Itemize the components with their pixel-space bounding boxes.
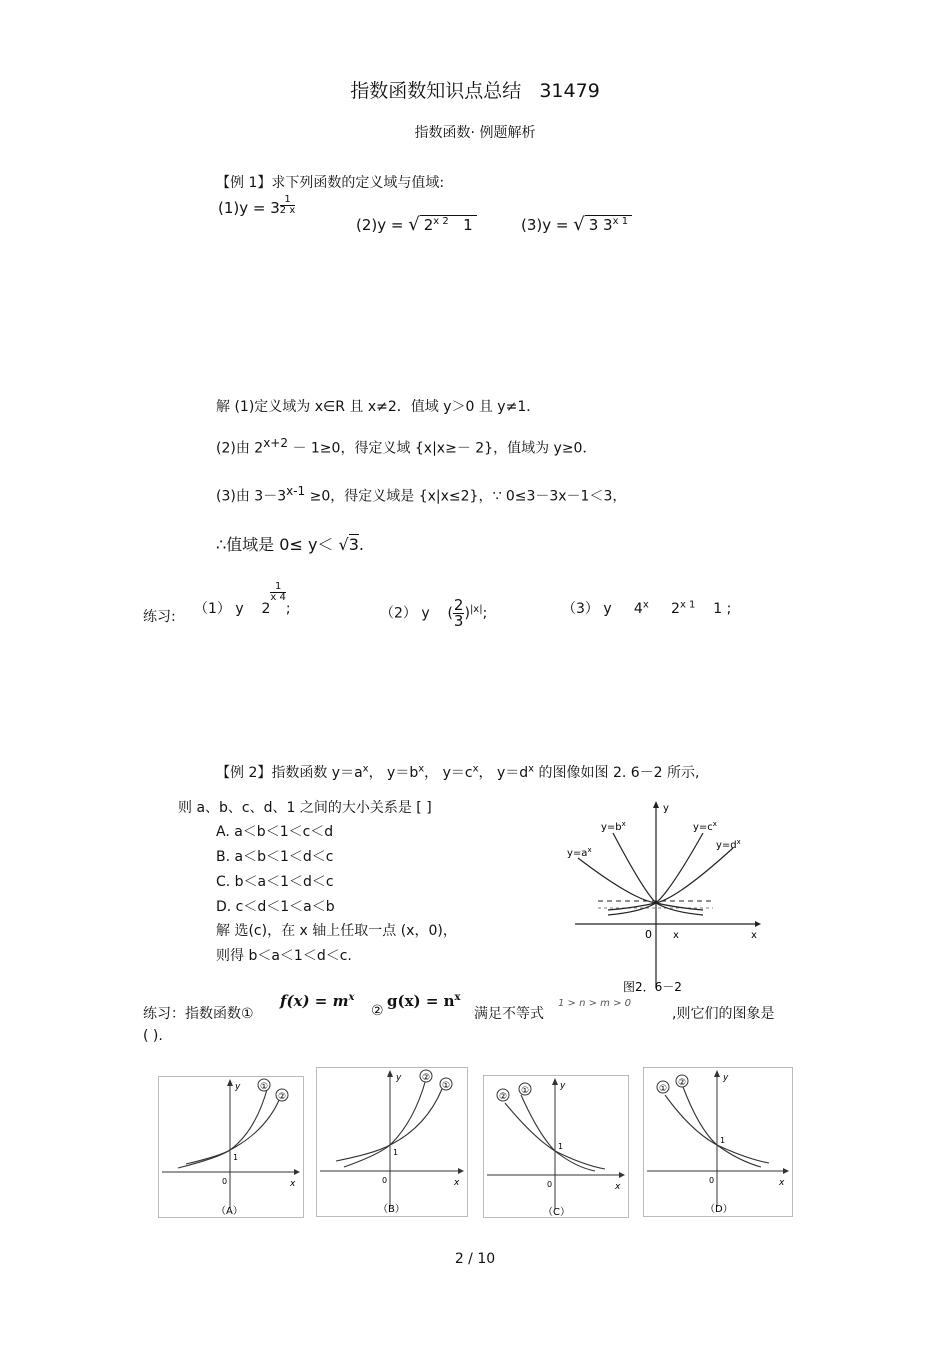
- sol2-exp: x+2: [263, 436, 288, 450]
- g-formula: g(x) = n: [387, 992, 455, 1010]
- f3-exp: x 1: [612, 216, 629, 227]
- x-arrow-icon: [294, 1169, 300, 1175]
- x-arrow-icon: [458, 1168, 464, 1174]
- ex2-heading-post: 的图像如图 2. 6－2 所示,: [534, 765, 700, 781]
- ex1-heading: 【例 1】求下列函数的定义域与值域:: [216, 175, 445, 191]
- graph-c-one: 1: [558, 1142, 564, 1151]
- x-axis-arrow-icon: [755, 921, 761, 927]
- p2-fraction: [453, 598, 465, 629]
- p2-den: 3: [453, 612, 464, 630]
- graph-d-y: y: [723, 1073, 729, 1083]
- practice2-inequality: 1 > n > m > 0: [558, 998, 632, 1009]
- f2-label: (2)y =: [356, 216, 404, 234]
- graph-c-c2: ①: [521, 1086, 530, 1096]
- p2-exp: |x|: [469, 603, 483, 615]
- p1-exp-den: x 4: [270, 592, 286, 603]
- graph-d-o: 0: [709, 1176, 715, 1185]
- y-arrow-icon: [552, 1078, 558, 1085]
- f1-exponent: [280, 195, 295, 216]
- p3-label: （3） y: [562, 601, 612, 617]
- practice2-label: 练习：指数函数①: [143, 1006, 254, 1022]
- practice2-g: [387, 992, 461, 1010]
- y-arrow-icon: [714, 1070, 720, 1077]
- graph-d-c2: ②: [678, 1078, 687, 1088]
- figure-2-6-2: [553, 798, 763, 998]
- ex2-heading-pre: 【例 2】指数函数 y＝a: [216, 765, 363, 781]
- origin-label: 0: [645, 928, 652, 941]
- practice1-item-3: [562, 598, 731, 618]
- title-text: 指数函数知识点总结: [350, 80, 522, 102]
- ex2-heading-mid1: ， y＝b: [368, 765, 419, 781]
- graph-d: [643, 1067, 793, 1217]
- ex1-solution-2: [216, 436, 596, 458]
- p1-exponent: [270, 582, 285, 603]
- ex2-option-c: C. b＜a＜1＜d＜c: [216, 874, 334, 890]
- f3-label: (3)y =: [521, 216, 569, 234]
- graph-c: [483, 1075, 629, 1218]
- graph-b-caption: （B）: [378, 1204, 405, 1215]
- graph-b-o: 0: [382, 1176, 388, 1185]
- axis-x-label: x: [751, 930, 757, 941]
- graph-a-y: y: [235, 1082, 241, 1092]
- practice2-tail: ,则它们的图象是: [672, 1006, 775, 1022]
- graph-a-o: 0: [222, 1177, 228, 1186]
- tick-x-label: x: [673, 930, 679, 941]
- p3-a-exp: x: [642, 599, 649, 611]
- axis-y-label: y: [663, 803, 669, 814]
- f2-radicand: [420, 215, 477, 234]
- graph-a-caption: （A）: [216, 1206, 243, 1217]
- graph-c-caption: （C）: [543, 1207, 570, 1218]
- ex1-formula-2: [356, 214, 477, 235]
- sol4-post: .: [358, 535, 364, 554]
- sol2-pre: (2)由 2: [216, 440, 264, 457]
- graph-b-c1: ②: [422, 1073, 431, 1083]
- y-arrow-icon: [387, 1070, 393, 1077]
- ex2-heading-mid3: ， y＝d: [478, 765, 529, 781]
- f3-radicand: [585, 215, 632, 234]
- f2-tail: 1: [463, 216, 473, 234]
- ex2-option-b: B. a＜b＜1＜d＜c: [216, 849, 334, 865]
- ex2-heading-mid2: ， y＝c: [424, 765, 473, 781]
- p3-b: 2: [671, 601, 680, 617]
- p2-num: 2: [453, 596, 464, 614]
- graph-a-one: 1: [233, 1153, 239, 1162]
- f2-exp: x 2: [433, 216, 449, 227]
- ex2-question: 则 a、b、c、d、1 之间的大小关系是 [ ]: [178, 800, 432, 816]
- p1-end: ;: [285, 601, 291, 617]
- practice2-circ2: ②: [371, 1003, 384, 1019]
- sol3-exp: x-1: [286, 484, 306, 498]
- f-formula: f(x) = m: [280, 992, 349, 1010]
- subtitle: 指数函数· 例题解析: [414, 125, 536, 141]
- practice1-item-1: [194, 581, 291, 618]
- ex2-exp-c: x: [472, 763, 479, 775]
- practice2-mid: 满足不等式: [474, 1006, 544, 1022]
- title-number: 31479: [539, 80, 600, 102]
- ex2-solution-1: 解 选(c)，在 x 轴上任取一点 (x，0)，: [216, 923, 457, 939]
- ex1-formula-3: [521, 214, 632, 235]
- sol2-post: － 1≥0，得定义域 {x|x≥－ 2}，值域为 y≥0．: [288, 440, 597, 457]
- y-arrow-icon: [227, 1079, 233, 1086]
- graph-b-y: y: [396, 1073, 402, 1083]
- y-axis-arrow-icon: [653, 801, 659, 808]
- practice2-blank: ( ).: [143, 1028, 163, 1044]
- x-arrow-icon: [783, 1168, 789, 1174]
- sol4-pre: ∴值域是 0≤ y＜: [216, 535, 339, 554]
- curve-1: [336, 1089, 442, 1161]
- figure-caption: 图2．6－2: [623, 980, 682, 994]
- ex2-solution-2: 则得 b＜a＜1＜d＜c.: [216, 948, 352, 964]
- sol3-pre: (3)由 3－3: [216, 488, 287, 505]
- label-d: $y=d^x$: [716, 838, 741, 851]
- p2-label: （2） y: [380, 605, 430, 622]
- practice1-item-2: （2） y ( $\frac{2}{3}$ )$^{|x|}$;: [380, 596, 488, 630]
- curve-1: [178, 1086, 268, 1168]
- ex1-solution-3: [216, 484, 626, 506]
- graph-c-o: 0: [547, 1180, 553, 1189]
- p2-end: ;: [482, 605, 488, 622]
- graph-a-c1: ①: [260, 1082, 269, 1092]
- curve-2: [683, 1087, 761, 1167]
- curve-2: [344, 1079, 426, 1167]
- f1-label: (1)y = 3: [218, 199, 280, 217]
- graph-d-caption: （D）: [705, 1204, 733, 1215]
- graph-c-y: y: [560, 1081, 566, 1091]
- f2-base: 2: [423, 216, 434, 234]
- ex2-exp-b: x: [418, 763, 425, 775]
- graph-b-c2: ①: [442, 1081, 451, 1091]
- ex2-heading: [216, 762, 699, 782]
- x-arrow-icon: [619, 1172, 625, 1178]
- graph-a: [158, 1076, 304, 1218]
- ex1-solution-4: [216, 532, 364, 555]
- p1-base: 2: [261, 601, 271, 617]
- graph-b: [316, 1067, 468, 1217]
- ex1-solution-1: 解 (1)定义域为 x∈R 且 x≠2．值域 y＞0 且 y≠1．: [216, 399, 541, 415]
- page-number: 2 / 10: [454, 1251, 496, 1267]
- p3-a: 4: [633, 601, 643, 617]
- ex1-formula-1: [218, 194, 296, 217]
- practice2-f: [280, 992, 354, 1010]
- g-exp: x: [454, 992, 461, 1003]
- f-exp: x: [348, 992, 355, 1003]
- graph-d-c1: ①: [659, 1084, 668, 1094]
- f3-base: 3 3: [588, 216, 613, 234]
- sqrt-icon: √: [338, 535, 349, 554]
- graph-b-x: x: [454, 1178, 460, 1188]
- p1-label: （1） y: [194, 601, 244, 617]
- ex2-option-d: D. c＜d＜1＜a＜b: [216, 899, 335, 915]
- graph-a-c2: ②: [278, 1092, 287, 1102]
- graph-d-one: 1: [720, 1136, 726, 1145]
- p1-exp-num: 1: [270, 582, 285, 593]
- graph-a-x: x: [290, 1179, 296, 1189]
- graph-b-one: 1: [393, 1148, 399, 1157]
- sqrt-icon: √: [573, 214, 585, 235]
- f1-exp-den: 2 x: [279, 205, 296, 216]
- ex2-exp-d: x: [528, 763, 535, 775]
- ex2-option-a: A. a＜b＜1＜c＜d: [216, 824, 334, 840]
- label-a: $y=a^x$: [567, 846, 592, 859]
- label-b: $y=b^x$: [601, 820, 626, 833]
- p3-tail: 1 ;: [713, 601, 732, 617]
- sol4-radicand: 3: [348, 535, 359, 554]
- graph-c-c1: ②: [499, 1092, 508, 1102]
- practice1-label: 练习:: [143, 609, 176, 625]
- sqrt-icon: √: [408, 214, 420, 235]
- graph-d-x: x: [779, 1178, 785, 1188]
- sol3-post: ≥0，得定义域是 {x|x≤2}，∵ 0≤3－3x－1＜3，: [305, 488, 627, 505]
- ex2-exp-a: x: [362, 763, 369, 775]
- label-c: $y=c^x$: [693, 820, 717, 833]
- page-title: [0, 76, 950, 103]
- f1-exp-num: 1: [280, 195, 295, 206]
- p3-b-exp: x 1: [679, 599, 696, 611]
- graph-c-x: x: [615, 1182, 621, 1192]
